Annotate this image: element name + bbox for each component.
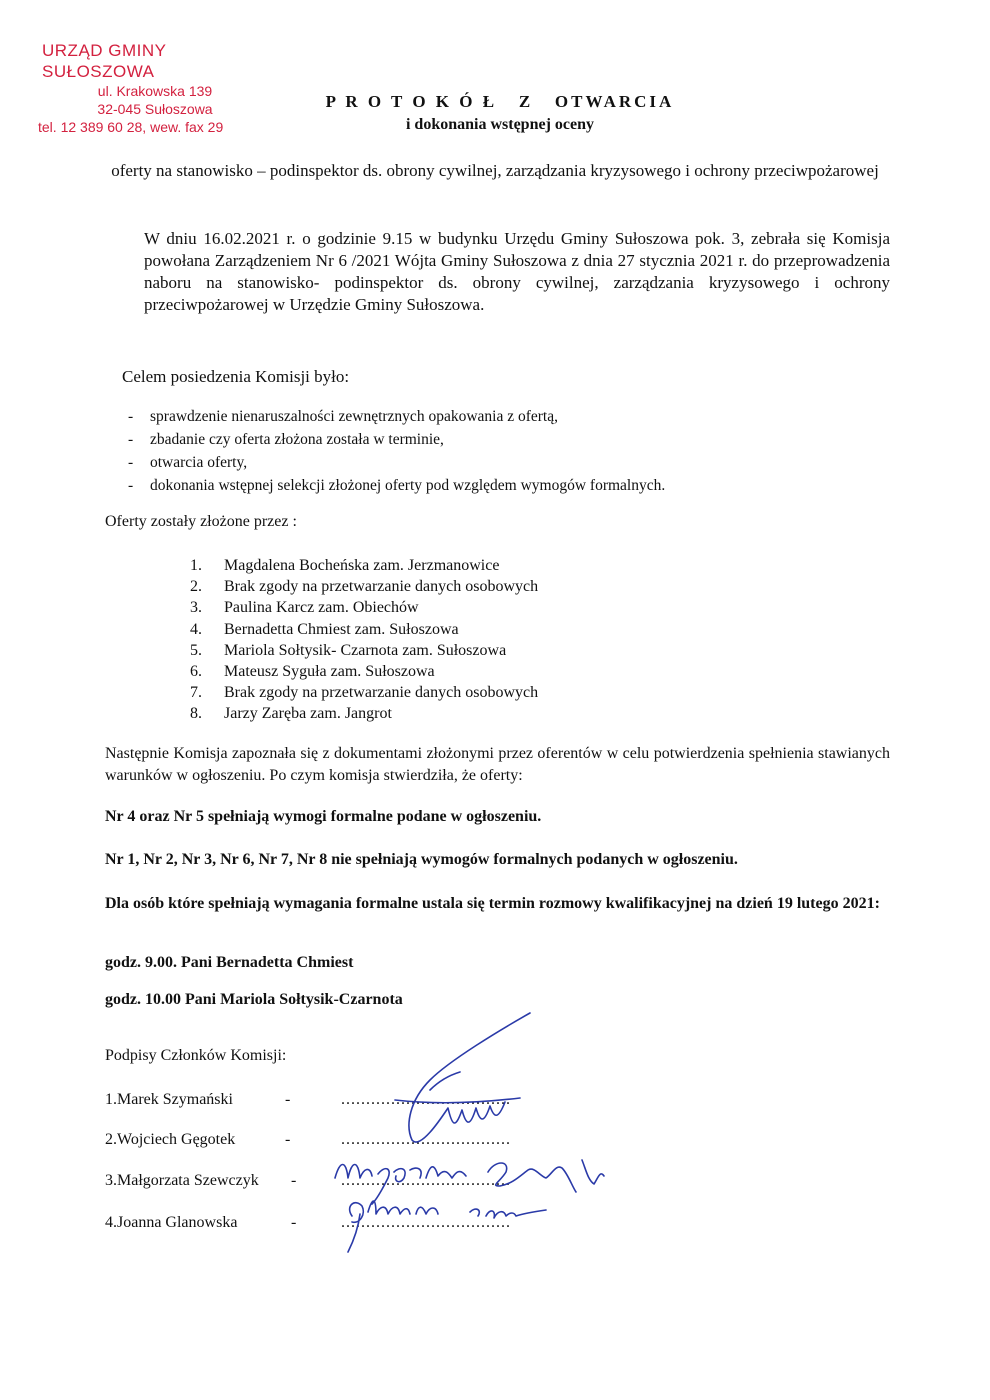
list-item: [190, 640, 538, 661]
offer-text: Mariola Sołtysik- Czarnota zam. Sułoszowa: [224, 641, 507, 659]
member-name: 1.Marek Szymański: [105, 1091, 233, 1108]
signature-row: [105, 1214, 585, 1238]
bullet-dash: -: [128, 454, 134, 471]
item-number: 1.: [190, 557, 202, 574]
list-item: [190, 682, 538, 703]
item-number: 8.: [190, 705, 202, 723]
office-stamp: [40, 40, 270, 136]
list-item: [190, 597, 538, 618]
list-item: [190, 703, 538, 724]
result-rejected: Nr 1, Nr 2, Nr 3, Nr 6, Nr 7, Nr 8 nie spełniają wymogów formalnych podanych w ogłoszeniu.: [105, 851, 738, 868]
list-item: [190, 619, 538, 640]
item-number: 4.: [190, 620, 202, 638]
review-paragraph: Następnie Komisja zapoznała się z dokumentami złożonymi przez oferentów w celu potwierdzenia spełnienia stawianych warunków w ogłoszeniu. Po czym komisja stwierdziła, że oferty:: [105, 745, 890, 784]
list-item: [122, 428, 882, 451]
offer-text: Jarzy Zaręba zam. Jangrot: [224, 705, 392, 723]
list-item: [122, 474, 882, 497]
offers-list: [190, 555, 538, 725]
purpose-item-text: sprawdzenie nienaruszalności zewnętrznych opakowania z ofertą,: [150, 408, 558, 425]
signature-row: [105, 1172, 585, 1196]
signatures-heading: Podpisy Członków Komisji:: [105, 1047, 287, 1064]
interview-slot-1: godz. 9.00. Pani Bernadetta Chmiest: [105, 954, 354, 971]
purpose-item-text: dokonania wstępnej selekcji złożonej oferty pod względem wymogów formalnych.: [150, 477, 666, 494]
title-sub: i dokonania wstępnej oceny: [405, 116, 595, 133]
signature-line: ..................................: [341, 1172, 511, 1189]
item-number: 6.: [190, 662, 202, 680]
offer-text: Brak zgody na przetwarzanie danych osobowych: [224, 578, 539, 596]
document-title: [290, 92, 710, 134]
interview-slot-2: godz. 10.00 Pani Mariola Sołtysik-Czarnota: [105, 991, 403, 1008]
title-main: P R O T O K Ó Ł Z OTWARCIA: [325, 92, 675, 111]
offer-text: Brak zgody na przetwarzanie danych osobowych: [224, 684, 539, 702]
signature-row: [105, 1091, 585, 1115]
item-number: 7.: [190, 684, 202, 702]
offers-heading: Oferty zostały złożone przez :: [105, 513, 297, 530]
signature-line: ..................................: [341, 1131, 511, 1148]
list-item: [122, 405, 882, 428]
signature-line: ..................................: [341, 1214, 511, 1231]
separator-dash: -: [291, 1172, 297, 1189]
purpose-list: [122, 405, 882, 497]
offer-text: Mateusz Syguła zam. Sułoszowa: [224, 662, 435, 680]
purpose-item-text: otwarcia oferty,: [150, 454, 248, 471]
item-number: 2.: [190, 578, 202, 596]
offer-text: Bernadetta Chmiest zam. Sułoszowa: [224, 620, 459, 638]
separator-dash: -: [285, 1091, 291, 1108]
item-number: 3.: [190, 599, 202, 617]
item-number: 5.: [190, 641, 202, 659]
purpose-heading: Celem posiedzenia Komisji było:: [122, 367, 350, 386]
list-item: [122, 451, 882, 474]
list-item: [190, 555, 538, 576]
interview-note: Dla osób które spełniają wymagania formalne ustala się termin rozmowy kwalifikacyjnej na dzień 19 lutego 2021:: [105, 895, 880, 912]
list-item: [190, 661, 538, 682]
bullet-dash: -: [128, 477, 134, 494]
signature-line: ..................................: [341, 1091, 511, 1108]
signature-marek: [395, 1013, 530, 1142]
signature-row: [105, 1131, 585, 1155]
separator-dash: -: [291, 1214, 297, 1231]
bullet-dash: -: [128, 431, 134, 448]
stamp-line-postal: 32-045 Sułoszowa: [97, 101, 213, 117]
separator-dash: -: [285, 1131, 291, 1148]
bullet-dash: -: [128, 408, 134, 425]
offer-text: Paulina Karcz zam. Obiechów: [224, 599, 419, 617]
intro-paragraph: W dniu 16.02.2021 r. o godzinie 9.15 w budynku Urzędu Gminy Sułoszowa pok. 3, zebrała się Komisja powołana Zarządzeniem Nr 6 /2021 Wójta Gminy Sułoszowa z dnia 27 stycznia 2021 r. do przeprowadzenia naboru na stanowisko- podinspektor ds. obrony cywilnej, zarządzania kryzysowego i ochrony przeciwpożarowej w Urzędzie Gminy Sułoszowa.: [144, 229, 890, 314]
list-item: [190, 576, 538, 597]
purpose-item-text: zbadanie czy oferta złożona została w terminie,: [150, 431, 444, 448]
member-name: 2.Wojciech Gęgotek: [105, 1131, 236, 1148]
offer-text: Magdalena Bocheńska zam. Jerzmanowice: [224, 557, 500, 574]
stamp-line-phone: tel. 12 389 60 28, wew. fax 29: [38, 119, 224, 135]
stamp-line-office: URZĄD GMINY SUŁOSZOWA: [42, 41, 167, 81]
member-name: 3.Małgorzata Szewczyk: [105, 1172, 259, 1189]
result-accepted: Nr 4 oraz Nr 5 spełniają wymogi formalne podane w ogłoszeniu.: [105, 808, 542, 825]
stamp-line-street: ul. Krakowska 139: [97, 83, 213, 99]
subject-paragraph: oferty na stanowisko – podinspektor ds. obrony cywilnej, zarządzania kryzysowego i ochrony przeciwpożarowej: [111, 161, 879, 180]
member-name: 4.Joanna Glanowska: [105, 1214, 238, 1231]
